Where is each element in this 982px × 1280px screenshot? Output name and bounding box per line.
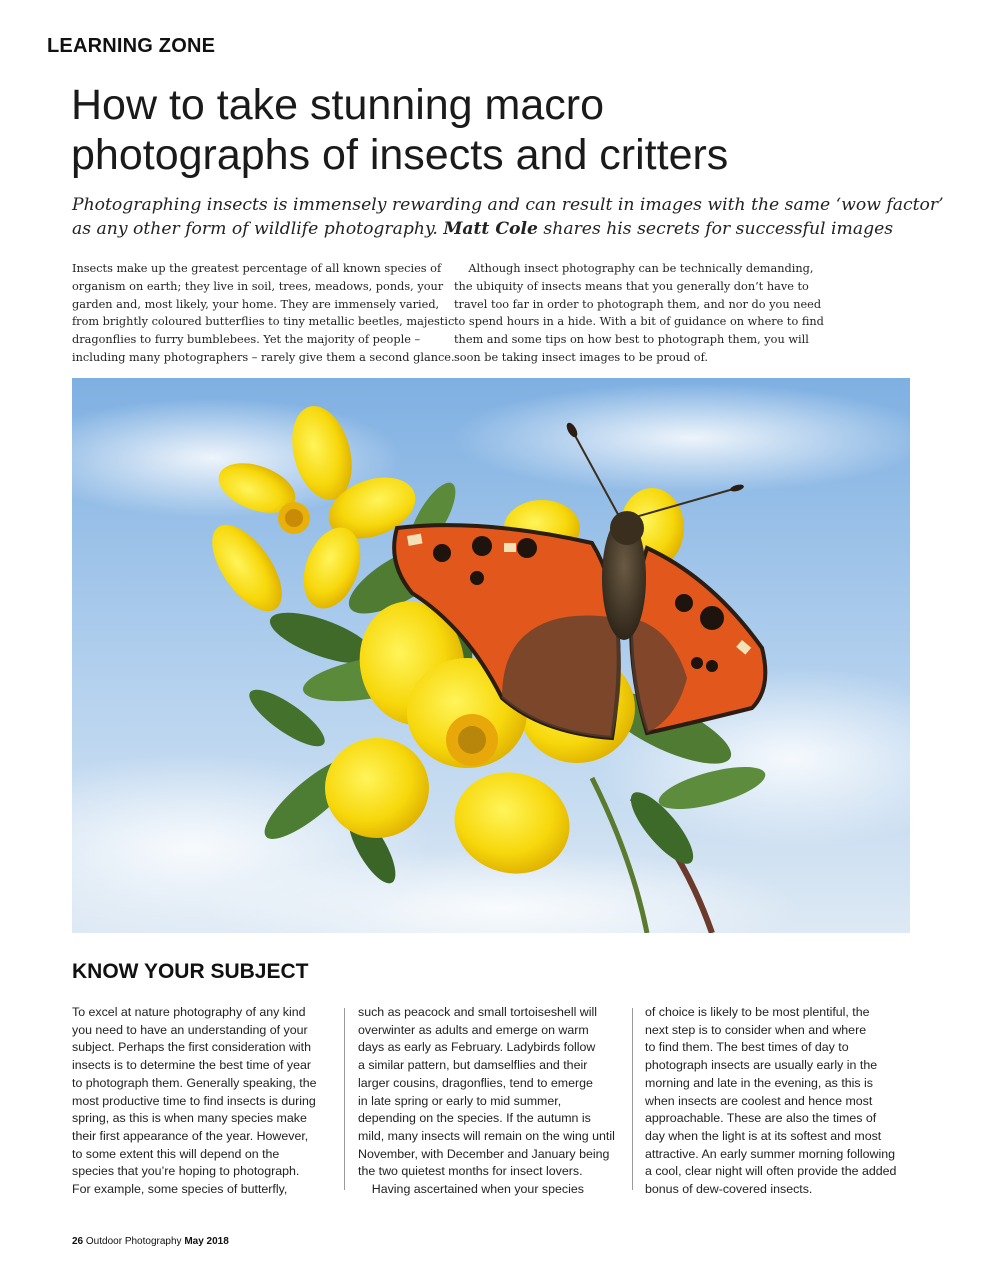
- body-line: such as peacock and small tortoiseshell will: [358, 1005, 597, 1019]
- body-line: overwinter as adults and emerge on warm: [358, 1022, 589, 1037]
- body-line: their first appearance of the year. However,: [72, 1128, 309, 1143]
- intro-line: Insects make up the greatest percentage of all known species of: [72, 262, 442, 275]
- headline-line: photographs of insects and critters: [71, 131, 729, 179]
- body-line: of choice is likely to be most plentiful, the: [645, 1005, 870, 1019]
- body-line: approachable. These are also the times of: [645, 1111, 877, 1126]
- subhead: KNOW YOUR SUBJECT: [72, 960, 309, 983]
- intro-line: the ubiquity of insects means that you generally don’t have to: [454, 279, 809, 293]
- body-line: a similar pattern, but damselflies and their: [358, 1058, 588, 1073]
- body-line: larger cousins, dragonflies, tend to emerge: [358, 1075, 593, 1090]
- body-line: in late spring or early to mid summer,: [358, 1093, 562, 1108]
- column-rule: [632, 1008, 633, 1190]
- body-line: the two quietest months for insect lovers.: [358, 1164, 583, 1179]
- intro-line: including many photographers – rarely give them a second glance.: [72, 350, 455, 364]
- standfirst-text: as any other form of wildlife photography.: [72, 219, 444, 239]
- body-line: to photograph them. Generally speaking, the: [72, 1075, 317, 1090]
- intro-line: Although insect photography can be technically demanding,: [454, 262, 814, 275]
- body-line: a cool, clear night will often provide the added: [645, 1164, 897, 1179]
- magazine-name: Outdoor Photography: [85, 1236, 182, 1247]
- standfirst-line: [72, 217, 932, 241]
- intro-line: them and some tips on how best to photograph them, you will: [454, 333, 809, 347]
- body-column-3: [645, 1004, 896, 1199]
- standfirst-line: Photographing insects is immensely rewarding and can result in images with the same ‘wow factor’: [72, 195, 944, 215]
- intro-column-right: [454, 260, 834, 367]
- body-line: depending on the species. If the autumn is: [358, 1111, 591, 1126]
- intro-line: travel too far in order to photograph them, and nor do you need: [454, 297, 822, 311]
- body-line: bonus of dew-covered insects.: [645, 1182, 813, 1197]
- body-line: morning and late in the evening, as this is: [645, 1075, 873, 1090]
- intro-column-left: [72, 260, 455, 367]
- body-line: November, with December and January being: [358, 1146, 610, 1161]
- body-line: photograph insects are usually early in the: [645, 1058, 878, 1073]
- body-line: spring, as this is when many species make: [72, 1111, 307, 1126]
- body-line: when insects are coolest and hence most: [645, 1093, 873, 1108]
- body-line: you need to have an understanding of your: [72, 1022, 308, 1037]
- issue-date: May 2018: [184, 1236, 229, 1247]
- headline-line: How to take stunning macro: [71, 81, 604, 129]
- body-line: days as early as February. Ladybirds follow: [358, 1040, 596, 1055]
- page-footer: [72, 1236, 229, 1247]
- column-rule: [344, 1008, 345, 1190]
- body-line: subject. Perhaps the first consideration with: [72, 1040, 311, 1055]
- intro-line: garden and, most likely, your home. They are immensely varied,: [72, 297, 440, 311]
- body-line: day when the light is at its softest and most: [645, 1128, 882, 1143]
- intro-line: to spend hours in a hide. With a bit of guidance on where to find: [454, 315, 824, 329]
- cloud: [452, 383, 910, 493]
- body-line: to some extent this will depend on the: [72, 1146, 280, 1161]
- body-line: To excel at nature photography of any kind: [72, 1005, 306, 1019]
- body-line: most productive time to find insects is during: [72, 1093, 316, 1108]
- body-line: insects is to determine the best time of year: [72, 1058, 311, 1073]
- intro-line: soon be taking insect images to be proud of.: [454, 350, 708, 364]
- standfirst: [72, 193, 944, 241]
- headline: [71, 80, 931, 180]
- body-column-1: [72, 1004, 317, 1199]
- body-line: mild, many insects will remain on the wing until: [358, 1128, 615, 1143]
- intro-line: organism on earth; they live in soil, trees, meadows, ponds, your: [72, 279, 444, 293]
- body-line: next step is to consider when and where: [645, 1022, 867, 1037]
- body-line: Having ascertained when your species: [358, 1182, 584, 1197]
- butterfly-photo: [72, 378, 910, 933]
- page-number: 26: [72, 1236, 84, 1247]
- section-tag: LEARNING ZONE: [47, 35, 216, 57]
- body-line: to find them. The best times of day to: [645, 1040, 849, 1055]
- intro-line: dragonflies to furry bumblebees. Yet the majority of people –: [72, 333, 421, 347]
- author-name: Matt Cole: [443, 219, 538, 239]
- standfirst-text: shares his secrets for successful images: [537, 219, 894, 239]
- intro-line: from brightly coloured butterflies to tiny metallic beetles, majestic: [72, 315, 455, 329]
- body-line: attractive. An early summer morning following: [645, 1146, 895, 1161]
- body-line: For example, some species of butterfly,: [72, 1182, 288, 1197]
- body-line: species that you’re hoping to photograph.: [72, 1164, 300, 1179]
- body-column-2: [358, 1004, 615, 1199]
